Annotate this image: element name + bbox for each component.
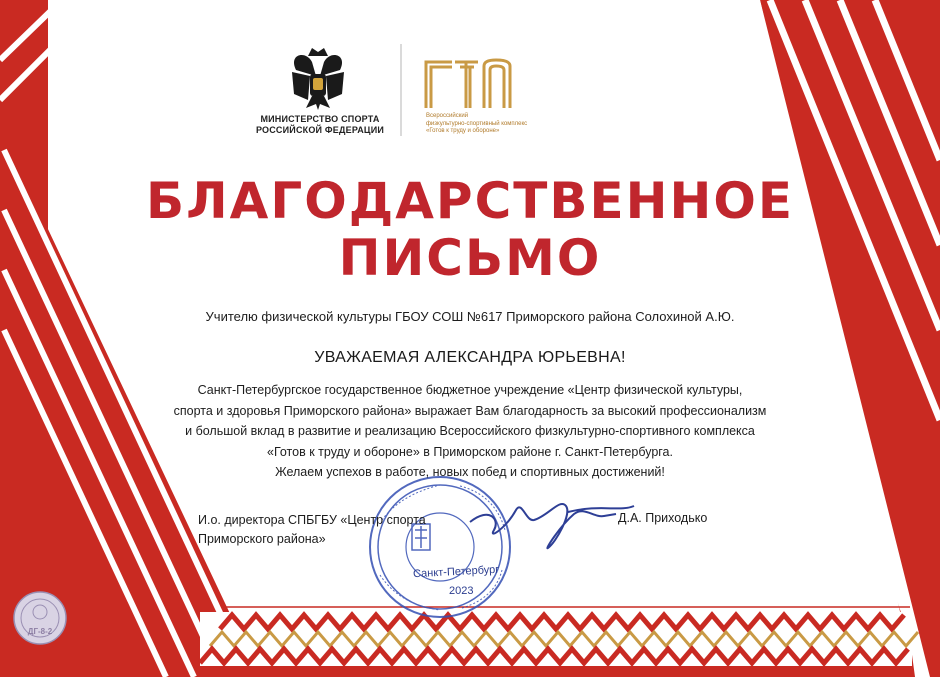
signer-position-line-1: И.о. директора СПБГБУ «Центр спорта bbox=[198, 513, 426, 527]
body-line: и большой вклад в развитие и реализацию Всероссийского физкультурно-спортивного комплекса bbox=[185, 424, 755, 439]
stamp-year: 2023 bbox=[449, 585, 474, 597]
ministry-line-2: РОССИЙСКОЙ ФЕДЕРАЦИИ bbox=[255, 125, 385, 135]
body-line: Санкт-Петербургское государственное бюджетное учреждение «Центр физической культуры, bbox=[197, 383, 743, 397]
ministry-name bbox=[240, 114, 400, 136]
body-line: спорта и здоровья Приморского района» выражает Вам благодарность за высокий профессионализм bbox=[173, 403, 767, 418]
bottom-zigzag-border bbox=[200, 612, 918, 677]
gto-subtitle-line-2: физкультурно-спортивный комплекс bbox=[426, 120, 528, 127]
gto-subtitle-line-3: «Готов к труду и обороне» bbox=[426, 128, 500, 134]
signer-position bbox=[198, 511, 458, 548]
recipient-line: Учителю физической культуры ГБОУ СОШ №617 Приморского района Солохиной А.Ю. bbox=[205, 309, 735, 324]
round-seal-icon bbox=[14, 592, 66, 644]
ministry-line-1: МИНИСТЕРСТВО СПОРТА bbox=[260, 114, 380, 124]
document-title-line-1: БЛАГОДАРСТВЕННОЕ bbox=[146, 172, 794, 230]
document-title-line-2: ПИСЬМО bbox=[338, 229, 602, 287]
body-line: «Готов к труду и обороне» в Приморском районе г. Санкт-Петербурга. bbox=[267, 444, 673, 459]
signer-position-line-2: Приморского района» bbox=[198, 531, 326, 546]
signer-name: Д.А. Приходько bbox=[618, 511, 708, 525]
letter-body bbox=[130, 380, 810, 483]
stamp-city: Санкт-Петербург bbox=[412, 563, 500, 581]
gto-subtitle-line-1: Всероссийский bbox=[426, 113, 469, 119]
body-line: Желаем успехов в работе, новых побед и спортивных достижений! bbox=[275, 465, 665, 480]
corner-seal-label: ДГ-8-2 bbox=[27, 627, 53, 636]
gto-subtitle bbox=[426, 113, 596, 136]
greeting: УВАЖАЕМАЯ АЛЕКСАНДРА ЮРЬЕВНА! bbox=[314, 349, 626, 366]
